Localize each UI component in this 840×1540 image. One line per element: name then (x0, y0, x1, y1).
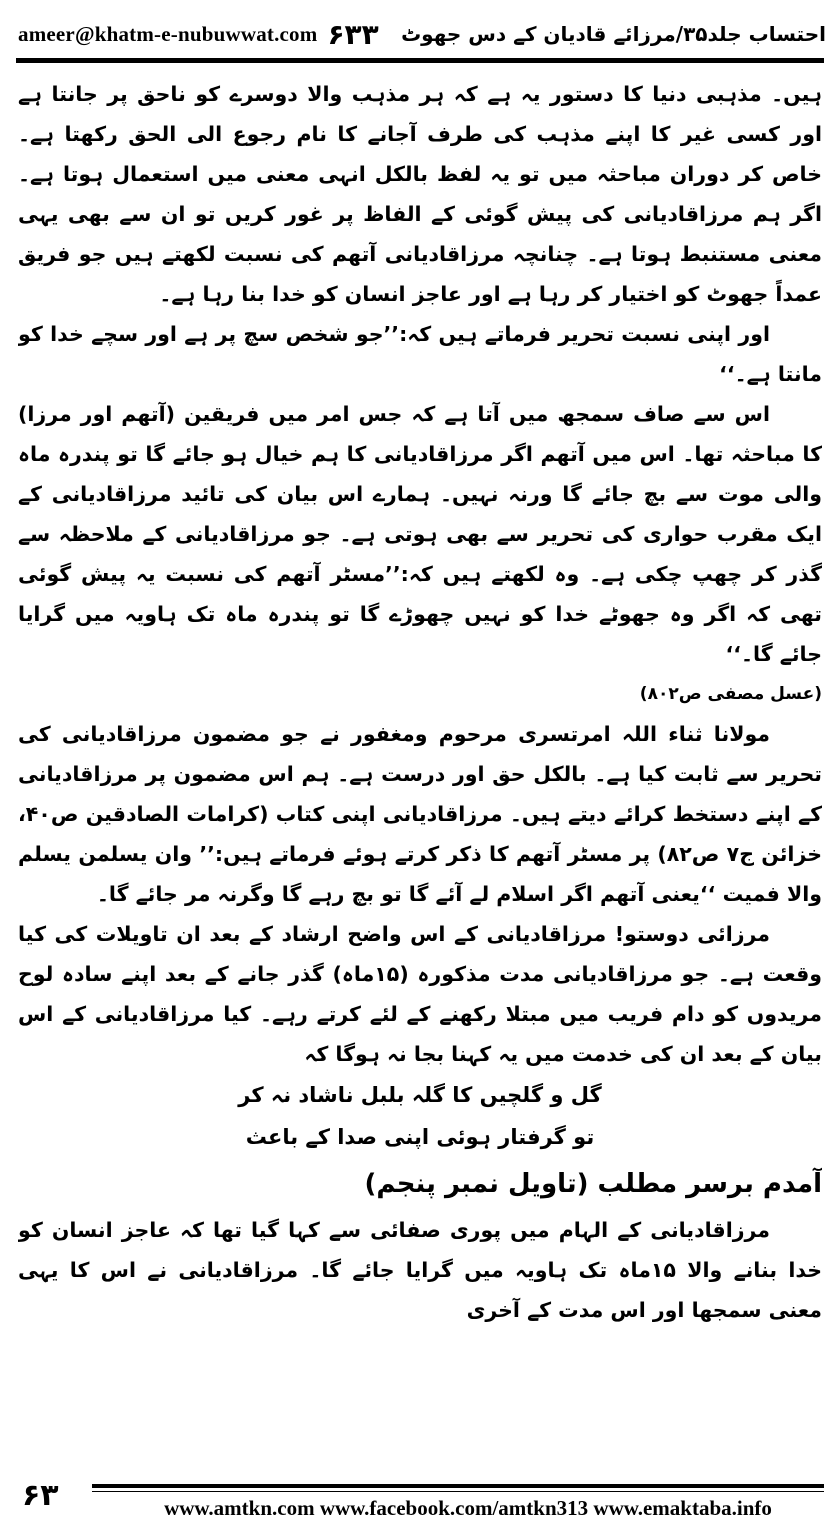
paragraph-5: مرزائی دوستو! مرزاقادیانی کے اس واضح ارشاد کے بعد ان تاویلات کی کیا وقعت ہے۔ جو مرزاقادیانی مدت مذکورہ (۱۵ماہ) گذر جانے کے بعد اپنے سادہ لوح مریدوں کو دام فریب میں مبتلا رکھنے کے لئے کرتے رہے۔ کیا مرزاقادیانی کے اس بیان کے بعد ان کی خدمت میں یہ کہنا بجا نہ ہوگا کہ (18, 922, 822, 1066)
couplet-line-1: گل و گلچیں کا گلہ بلبل ناشاد نہ کر (238, 1083, 602, 1107)
footer-links: www.amtkn.com www.facebook.com/amtkn313 www.emaktaba.info (164, 1496, 772, 1520)
header-page-number: ۶۳۳ (327, 17, 379, 51)
paragraph-4: مولانا ثناء اللہ امرتسری مرحوم ومغفور نے جو مضمون مرزاقادیانی کی تحریر سے ثابت کیا ہے۔ بالکل حق اور درست ہے۔ ہم اس مضمون پر مرزاقادیانی کے اپنے دستخط کرائے دیتے ہیں۔ مرزاقادیانی اپنی کتاب (کرامات الصادقین ص۴۰، خزائن ج۷ ص۸۲) پر مسٹر آتھم کا ذکر کرتے ہوئے فرماتے ہیں:’’ وان یسلمن یسلم والا فمیت ‘‘یعنی آتھم اگر اسلام لے آئے گا تو بچ رہے گا وگرنہ مر جائے گا۔ (18, 722, 822, 906)
footer-rule-thin (92, 1491, 824, 1492)
paragraph-3: اس سے صاف سمجھ میں آتا ہے کہ جس امر میں فریقین (آتھم اور مرزا) کا مباحثہ تھا۔ اس میں آتھم اگر مرزاقادیانی کا ہم خیال ہو جائے گا تو پندرہ ماہ والی موت سے بچ جائے گا ورنہ نہیں۔ ہمارے اس بیان کی تائید مرزاقادیانی کے ایک مقرب حواری کی تحریر سے بھی ہوتی ہے۔ جو مرزاقادیانی کے ملاحظہ سے گذر کر چھپ چکی ہے۔ وہ لکھتے ہیں کہ:’’مسٹر آتھم کی نسبت یہ پیش گوئی تھی کہ اگر وہ جھوٹے خدا کو نہیں چھوڑے گا تو پندرہ ماہ تک ہاویہ میں گرایا جائے گا۔‘‘ (18, 402, 822, 666)
paragraph-1: ہیں۔ مذہبی دنیا کا دستور یہ ہے کہ ہر مذہب والا دوسرے کو ناحق پر جانتا ہے اور کسی غیر کا اپنے مذہب کی طرف آجانے کا نام رجوع الی الحق رکھتا ہے۔ خاص کر دوران مباحثہ میں تو یہ لفظ بالکل انہی معنی میں استعمال ہوتا ہے۔ اگر ہم مرزاقادیانی کی پیش گوئی کے الفاظ پر غور کریں تو ان سے بھی یہی معنی مستنبط ہوتا ہے۔ چنانچہ مرزاقادیانی آتھم کی نسبت لکھتے ہیں جو فریق عمداً جھوٹ کو اختیار کر رہا ہے اور عاجز انسان کو خدا بنا رہا ہے۔ (18, 82, 822, 306)
page-header (18, 14, 826, 54)
page-body (18, 74, 822, 1454)
footer-page-number: ۶۳ (22, 1478, 59, 1513)
header-title: احتساب جلد۳۵/مرزائے قادیان کے دس جھوٹ (401, 22, 826, 46)
section-heading: آمدم برسر مطلب (تاویل نمبر پنجم) (364, 1169, 822, 1199)
header-rule (16, 58, 824, 63)
header-email: ameer@khatm-e-nubuwwat.com (18, 21, 318, 46)
paragraph-2-quote: اور اپنی نسبت تحریر فرماتے ہیں کہ:’’جو شخص سچ پر ہے اور سچے خدا کو مانتا ہے۔‘‘ (18, 322, 822, 386)
header-left (18, 18, 379, 51)
paragraph-6: مرزاقادیانی کے الہام میں پوری صفائی سے کہا گیا تھا کہ عاجز انسان کو خدا بنانے والا ۱۵ماہ تک ہاویہ میں گرایا جائے گا۔ مرزاقادیانی نے اس کا یہی معنی سمجھا اور اس مدت کے آخری (18, 1218, 822, 1322)
footer-rule-thick (92, 1484, 824, 1488)
reference-citation: (عسل مصفی ص۸۰۲) (639, 684, 822, 704)
couplet-line-2: تو گرفتار ہوئی اپنی صدا کے باعث (245, 1125, 595, 1149)
